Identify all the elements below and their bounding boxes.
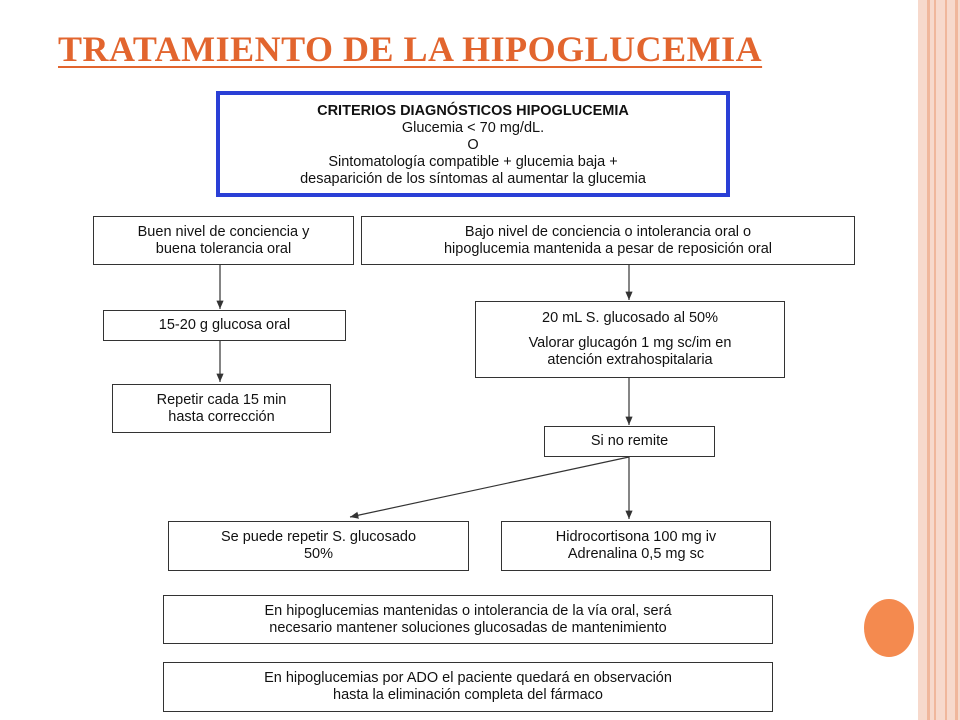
right-condition-box <box>361 216 855 265</box>
box-line: 15-20 g glucosa oral <box>158 317 291 333</box>
box-line: Se puede repetir S. glucosado <box>220 529 417 545</box>
left-step1-box <box>103 310 346 341</box>
arrow-decision-to-option-a <box>350 457 629 517</box>
box-line: 50% <box>303 546 334 562</box>
box-line: Adrenalina 0,5 mg sc <box>567 546 705 562</box>
box-line: Si no remite <box>590 433 669 449</box>
note-box <box>163 595 773 644</box>
box-line: hipoglucemia mantenida a pesar de reposición oral <box>443 240 773 257</box>
option-a-box <box>168 521 469 571</box>
criteria-box <box>216 91 730 197</box>
box-line: Repetir cada 15 min <box>156 391 287 408</box>
criteria-line: Sintomatología compatible + glucemia baja + <box>328 154 618 170</box>
box-line: hasta la eliminación completa del fármaco <box>333 687 603 703</box>
box-line: 20 mL S. glucosado al 50% <box>542 310 718 326</box>
criteria-line: desaparición de los síntomas al aumentar la glucemia <box>300 171 646 187</box>
box-line: hasta corrección <box>168 408 275 425</box>
criteria-line: O <box>467 137 479 153</box>
box-line: En hipoglucemias por ADO el paciente quedará en observación <box>264 670 672 686</box>
decision-box <box>544 426 715 457</box>
box-line: Valorar glucagón 1 mg sc/im en <box>528 335 732 351</box>
left-step2-box <box>112 384 331 433</box>
right-step1-box <box>475 301 785 378</box>
note-box <box>163 662 773 712</box>
box-line: En hipoglucemias mantenidas o intolerancia de la vía oral, será <box>264 602 672 619</box>
box-line: buena tolerancia oral <box>155 240 292 257</box>
criteria-line: Glucemia < 70 mg/dL. <box>401 120 545 136</box>
criteria-heading: CRITERIOS DIAGNÓSTICOS HIPOGLUCEMIA <box>317 103 629 119</box>
box-line: necesario mantener soluciones glucosadas de mantenimiento <box>269 619 667 636</box>
box-line: Buen nivel de conciencia y <box>137 223 310 240</box>
slide-title: TRATAMIENTO DE LA HIPOGLUCEMIA <box>58 29 763 69</box>
box-line: Bajo nivel de conciencia o intolerancia oral o <box>464 223 752 240</box>
option-b-box <box>501 521 771 571</box>
box-line: atención extrahospitalaria <box>547 352 713 368</box>
box-line: Hidrocortisona 100 mg iv <box>555 529 717 545</box>
left-condition-box <box>93 216 354 265</box>
